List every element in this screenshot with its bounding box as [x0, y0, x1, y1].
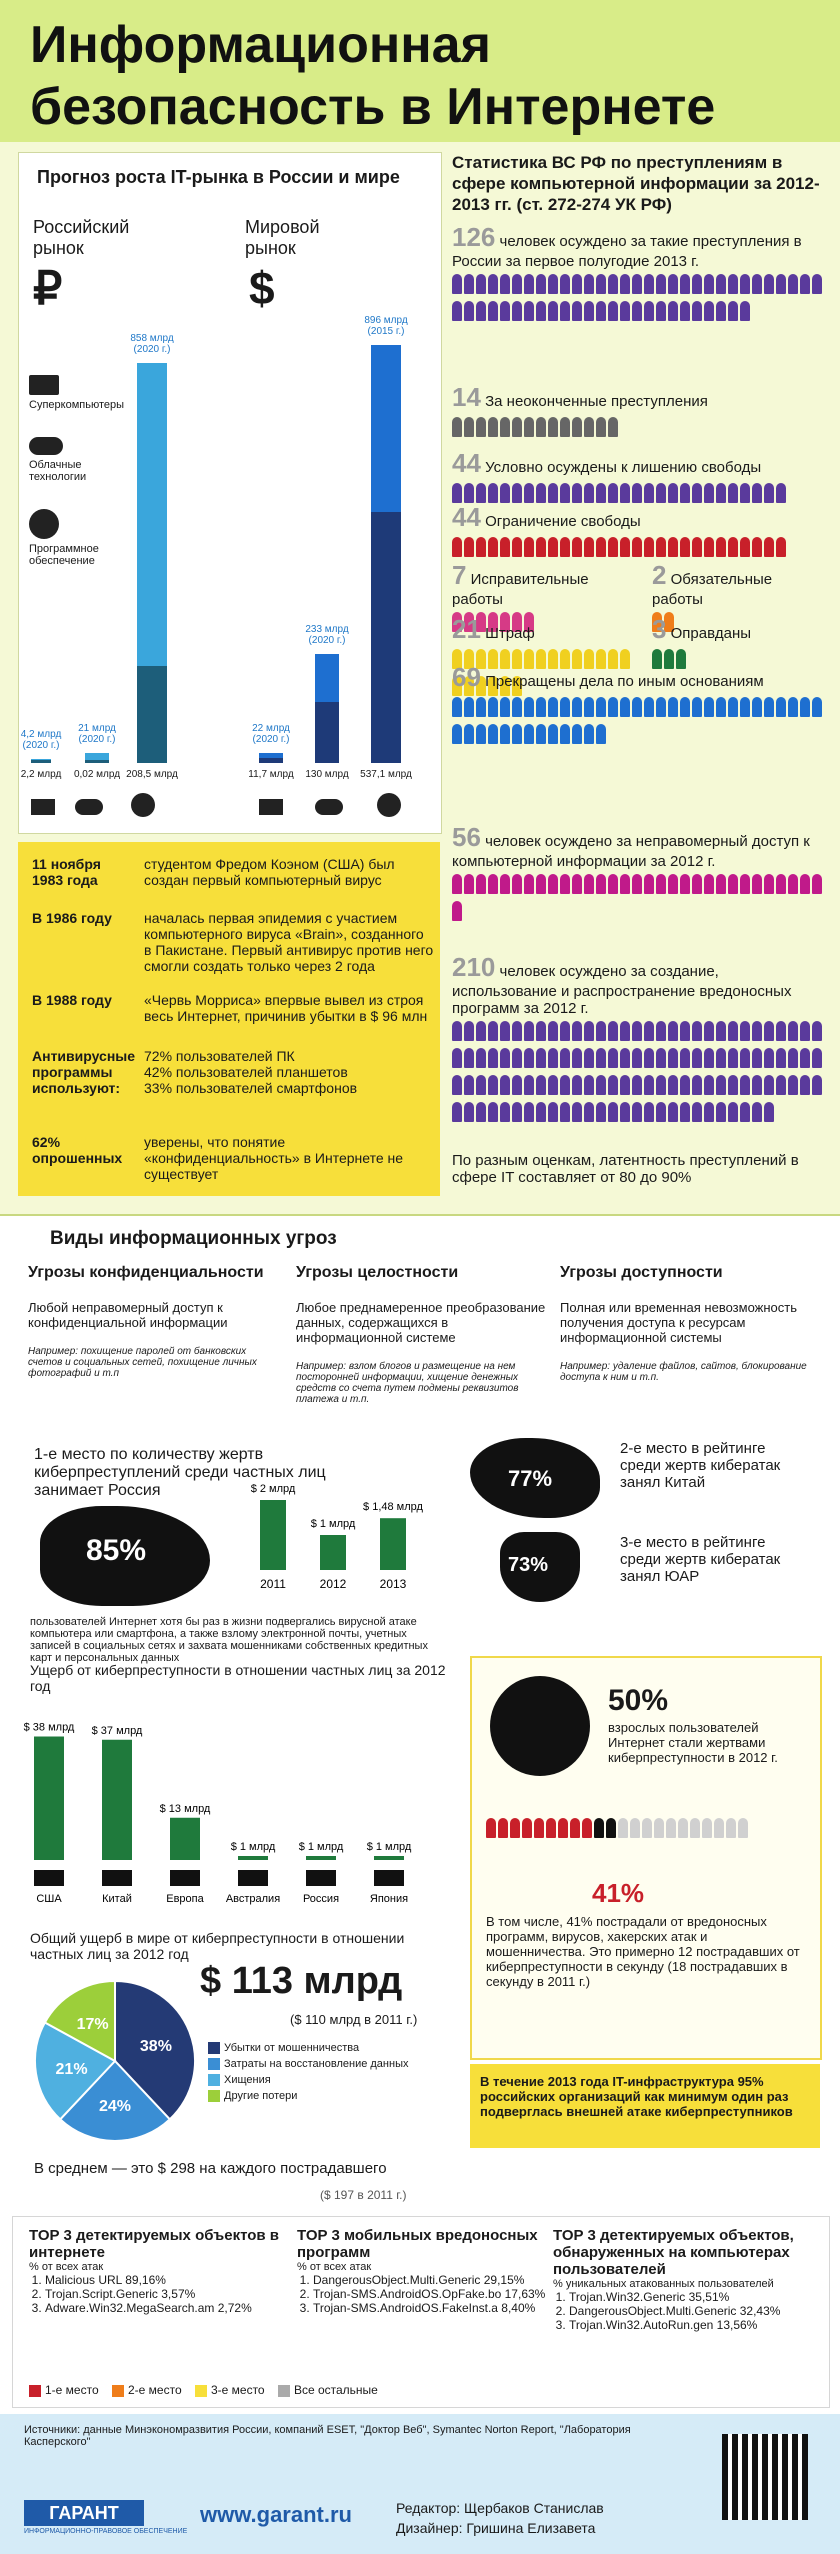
damage-bar	[170, 1818, 200, 1860]
market-panel	[18, 152, 442, 834]
damage-bar	[306, 1856, 336, 1860]
victims-pct2: 41%	[592, 1878, 645, 1908]
axis-icon-monitor-ru	[31, 799, 55, 815]
stat-text: Прекращены дела по иным основаниям	[480, 673, 764, 690]
russia-note: пользователей Интернет хотя бы раз в жизни подвергались вирусной атаке компьютера или смартфона, а также взлому электронной почты, учетных записей в социальных сетях и захвата мошенниками собственных кредитных карт и персональных данных	[30, 1616, 428, 1664]
top3-mobile: TOP 3 мобильных вредоносных программ % от всех атак 1. DangerousObject.Multi.Generic 29,15% 2. Trojan-SMS.AndroidOS.OpFake.bo 17,63% 3. Trojan-SMS.AndroidOS.FakeInst.a 8,40%	[297, 2227, 547, 2315]
current-bar	[315, 702, 339, 763]
legend-swatch	[208, 2042, 220, 2054]
country-map-icon	[238, 1870, 268, 1886]
person-icon	[714, 1818, 724, 1838]
stat-item	[452, 222, 824, 328]
top3-internet: TOP 3 детектируемых объектов в интернете % от всех атак 1. Malicious URL 89,16% 2. Trojan.Script.Generic 3,57% 3. Adware.Win32.MegaSearch.am 2,72%	[29, 2227, 279, 2315]
garant-logo: ГАРАНТ	[24, 2500, 144, 2526]
pie-legend-item	[208, 2058, 448, 2070]
current-bar	[371, 512, 401, 763]
person-icon	[738, 1818, 748, 1838]
sa-pct: 73%	[508, 1554, 549, 1576]
stat-item	[452, 822, 824, 928]
pie-legend-item	[208, 2090, 448, 2102]
person-icon	[522, 1818, 532, 1838]
people-icons	[452, 417, 824, 444]
stat-number: 44	[452, 502, 481, 532]
stat-item	[452, 448, 824, 510]
top3-computers: TOP 3 детектируемых объектов, обнаруженных на компьютерах пользователей % уникальных атакованных пользователей 1. Trojan.Win32.Generic 35,51% 2. DangerousObject.Multi.Generic 32,43% 3. Trojan.Win32.AutoRun.gen 13,56%	[553, 2227, 803, 2332]
world-damage-heading: Общий ущерб в мире от киберпреступности в отношении частных лиц за 2012 год	[30, 1930, 405, 1962]
legend-cloud: Облачные технологии	[29, 437, 139, 483]
designer: Дизайнер: Гришина Елизавета	[396, 2520, 596, 2536]
damage-country: Китай	[102, 1893, 132, 1905]
stat-text: За неоконченные преступления	[480, 393, 708, 410]
damage-value: $ 1 млрд	[298, 1841, 344, 1853]
stat-item	[452, 382, 824, 444]
person-icon	[618, 1818, 628, 1838]
threat-integrity: Угрозы целостности Любое преднамеренное преобразование данных, содержащихся в информационной системе Например: взлом блогов и размещение на нем посторонней информации, хищение денежных средств со счета путем подмены реквизитов платежа и т.п.	[296, 1264, 546, 1405]
pie-label: 17%	[76, 2016, 109, 2034]
legend-label: Хищения	[224, 2074, 271, 2087]
legend-label: Убытки от мошенничества	[224, 2042, 360, 2054]
forecast-label: 22 млрд (2020 г.)	[252, 722, 290, 745]
legend-swatch	[208, 2058, 220, 2070]
current-label: 0,02 млрд	[73, 769, 121, 780]
latency-note: По разным оценкам, латентность преступлений в сфере IT составляет от 80 до 90%	[452, 1152, 799, 1186]
damage-value: $ 37 млрд	[91, 1724, 143, 1737]
year-bar	[320, 1535, 346, 1570]
history-row: 62% опрошенных уверены, что понятие «конфиденциальность» в Интернете не существует	[32, 1134, 404, 1182]
damage-country: Европа	[166, 1893, 204, 1905]
person-icon	[606, 1818, 616, 1838]
victims-text: взрослых пользователей Интернет стали жертвами киберпреступности в 2012 г.	[608, 1720, 778, 1765]
stat-item	[452, 502, 824, 564]
stat-number: 3	[652, 614, 667, 644]
person-icon	[654, 1818, 664, 1838]
legend-label: Другие потери	[224, 2090, 298, 2103]
person-icon	[486, 1818, 496, 1838]
current-label: 130 млрд	[305, 769, 349, 780]
country-map-icon	[306, 1870, 336, 1886]
dollar-symbol: $	[249, 262, 275, 314]
people-icons	[452, 1021, 824, 1129]
globe-icon	[490, 1676, 590, 1776]
damage-country: США	[36, 1893, 62, 1905]
history-row: В 1986 году началась первая эпидемия с участием компьютерного вируса «Brain», созданного в Пакистане. Первый антивирус против него смогли создать только через 2 года	[32, 910, 434, 974]
stat-item	[452, 662, 824, 751]
page-title: Информационная безопасность в Интернете	[30, 16, 716, 136]
country-map-icon	[102, 1870, 132, 1886]
axis-icon-disc-world	[377, 793, 401, 817]
qr-code	[722, 2434, 808, 2520]
site-link[interactable]: www.garant.ru	[200, 2502, 352, 2527]
damage-bar-chart	[20, 1700, 440, 1920]
forecast-label: 896 млрд (2015 г.)	[364, 314, 408, 337]
legend-swatch	[208, 2090, 220, 2102]
stats-heading: Статистика ВС РФ по преступлениям в сфере компьютерной информации за 2012-2013 гг. (ст. 272-274 УК РФ)	[452, 153, 820, 214]
pie-label: 21%	[55, 2060, 88, 2078]
garant-subtitle: ИНФОРМАЦИОННО-ПРАВОВОЕ ОБЕСПЕЧЕНИЕ	[24, 2528, 188, 2535]
person-icon	[702, 1818, 712, 1838]
year-value: $ 1 млрд	[310, 1518, 356, 1530]
axis-icon-monitor-world	[259, 799, 283, 815]
stat-number: 69	[452, 662, 481, 692]
year-label: 2011	[260, 1577, 286, 1591]
damage-bar	[102, 1740, 132, 1860]
stat-number: 56	[452, 822, 481, 852]
damage-bar	[34, 1737, 64, 1861]
country-map-icon	[170, 1870, 200, 1886]
stat-number: 7	[452, 560, 467, 590]
places-legend: 1-е место 2-е место 3-е место Все остальные	[29, 2383, 378, 2397]
damage-bar	[374, 1856, 404, 1860]
stat-number: 2	[652, 560, 667, 590]
history-box	[18, 842, 440, 1196]
current-bar	[85, 760, 109, 763]
stat-text: человек осуждено за такие преступления в России за первое полугодие 2013 г.	[452, 233, 802, 270]
damage-bar	[238, 1856, 268, 1860]
china-pct: 77%	[508, 1466, 553, 1491]
stat-number: 14	[452, 382, 481, 412]
threats-heading: Виды информационных угроз	[50, 1228, 337, 1249]
russia-label: Российский рынок	[33, 217, 130, 258]
market-bar-chart	[19, 153, 441, 833]
person-icon	[570, 1818, 580, 1838]
ruble-symbol: ₽	[33, 262, 63, 314]
axis-icon-disc-ru	[131, 793, 155, 817]
person-icon	[546, 1818, 556, 1838]
current-label: 208,5 млрд	[126, 769, 178, 780]
person-icon	[642, 1818, 652, 1838]
people-icons	[452, 274, 824, 328]
stat-number: 21	[452, 614, 481, 644]
third-place-text: 3-е место в рейтинге среди жертв кибератак занял ЮАР	[620, 1534, 781, 1585]
world-label: Мировой рынок	[245, 217, 320, 258]
people-icons	[452, 697, 824, 751]
footer	[0, 2414, 840, 2554]
header	[0, 0, 840, 142]
year-value: $ 1,48 млрд	[363, 1501, 423, 1514]
legend-label: Затраты на восстановление данных	[224, 2058, 409, 2071]
avg-damage: В среднем — это $ 298 на каждого пострадавшего	[34, 2160, 387, 2177]
current-label: 537,1 млрд	[360, 769, 412, 780]
pie-legend-item	[208, 2042, 448, 2054]
person-icon	[666, 1818, 676, 1838]
victims-pct: 50%	[608, 1684, 669, 1717]
person-icon	[558, 1818, 568, 1838]
world-damage-prev: ($ 110 млрд в 2011 г.)	[290, 2012, 418, 2027]
pie-legend-item	[208, 2074, 448, 2086]
market-heading: Прогноз роста IT-рынка в России и мире	[37, 167, 400, 187]
person-icon	[594, 1818, 604, 1838]
person-icon	[498, 1818, 508, 1838]
pie-label: 38%	[139, 2037, 172, 2055]
damage-country: Россия	[302, 1893, 340, 1905]
person-icon	[726, 1818, 736, 1838]
person-icon	[534, 1818, 544, 1838]
forecast-label: 21 млрд (2020 г.)	[78, 723, 116, 746]
year-bar	[260, 1500, 286, 1570]
avg-damage-prev: ($ 197 в 2011 г.)	[320, 2188, 407, 2202]
damage-country: Япония	[369, 1893, 409, 1905]
year-label: 2013	[379, 1577, 407, 1591]
year-label: 2012	[319, 1577, 347, 1591]
current-bar	[31, 760, 51, 763]
pie-label: 24%	[98, 2098, 132, 2115]
current-label: 2,2 млрд	[20, 769, 62, 780]
threat-confidentiality: Угрозы конфиденциальности Любой неправомерный доступ к конфиденциальной информации Например: похищение паролей от банковских счетов и социальных сетей, похищение личных фотографий и т.п	[28, 1264, 264, 1379]
stat-text: Оправданы	[666, 625, 752, 642]
damage-heading: Ущерб от киберпреступности в отношении частных лиц за 2012 год	[30, 1662, 446, 1694]
stat-item	[452, 952, 824, 1129]
people-icons	[452, 874, 824, 928]
person-icon	[510, 1818, 520, 1838]
damage-value: $ 1 млрд	[230, 1841, 276, 1853]
victims-text2: В том числе, 41% пострадали от вредоносных программ, вирусов, хакерских атак и мошенничества. Это примерно 12 пострадавших от киберпреступности в секунду (18 пострадавших в секунду в 2011 г.)	[486, 1914, 800, 1989]
legend-swatch	[208, 2074, 220, 2086]
person-icon	[690, 1818, 700, 1838]
russia-pct: 85%	[86, 1534, 147, 1567]
editor: Редактор: Щербаков Станислав	[396, 2500, 604, 2516]
damage-pie-chart	[30, 1976, 200, 2146]
country-map-icon	[374, 1870, 404, 1886]
stat-text: Обязательные работы	[652, 571, 773, 608]
threats-section	[0, 1214, 840, 2416]
stat-number: 44	[452, 448, 481, 478]
history-row: Антивирусные программы используют: 72% пользователей ПК 42% пользователей планшетов 33% пользователей смартфонов	[32, 1048, 358, 1096]
current-label: 11,7 млрд	[248, 769, 294, 780]
current-bar	[137, 666, 167, 763]
axis-icon-cloud-ru	[75, 799, 103, 815]
threat-availability: Угрозы доступности Полная или временная невозможность получения доступа к ресурсам информационной системы Например: удаление файлов, сайтов, блокирование доступа к ним и т.п.	[560, 1264, 807, 1383]
stat-text: Ограничение свободы	[480, 513, 641, 530]
pie-legend	[208, 2042, 448, 2106]
person-icon	[582, 1818, 592, 1838]
year-bar	[380, 1518, 406, 1570]
stats-column	[452, 152, 824, 1202]
victims-box	[470, 1656, 822, 2060]
sources: Источники: данные Минэкономразвития России, компаний ESET, "Доктор Веб", Symantec Norton Report, "Лаборатория Касперского"	[24, 2424, 631, 2448]
country-map-icon	[34, 1870, 64, 1886]
it-note: В течение 2013 года IT-инфраструктура 95% российских организаций как минимум один раз подверглась внешней атаке киберпреступников	[470, 2064, 820, 2148]
axis-icon-cloud-world	[315, 799, 343, 815]
stat-number: 126	[452, 222, 496, 252]
world-damage-amount: $ 113 млрд	[200, 1960, 403, 2002]
stat-text: Условно осуждены к лишению свободы	[480, 459, 762, 476]
top3-section	[12, 2216, 830, 2408]
person-icon	[630, 1818, 640, 1838]
forecast-label: 4,2 млрд (2020 г.)	[20, 729, 62, 751]
forecast-label: 233 млрд (2020 г.)	[305, 624, 349, 647]
damage-value: $ 13 млрд	[159, 1802, 211, 1815]
stat-text: человек осуждено за неправомерный доступ к компьютерной информации за 2012 г.	[452, 833, 810, 870]
forecast-label: 858 млрд (2020 г.)	[130, 332, 174, 355]
stat-text: Штраф	[480, 625, 535, 642]
current-bar	[259, 758, 283, 763]
stat-text: Исправительные работы	[452, 571, 589, 608]
stat-number: 210	[452, 952, 496, 982]
damage-country: Австралия	[225, 1893, 281, 1905]
history-row: 11 ноября 1983 года студентом Фредом Коэном (США) был создан первый компьютерный вирус	[32, 856, 395, 888]
victims-people-icons	[486, 1818, 806, 1843]
stat-text: человек осуждено за создание, использование и распространение вредоносных программ за 2012 г.	[452, 963, 792, 1017]
history-row: В 1988 году «Червь Морриса» впервые вывел из строя весь Интернет, причинив убытки в $ 96 млн	[32, 992, 428, 1024]
legend-supercomputers: Суперкомпьютеры	[29, 375, 139, 411]
damage-value: $ 38 млрд	[23, 1721, 75, 1734]
first-place-text: 1-е место по количеству жертв киберпреступлений среди частных лиц занимает Россия	[34, 1446, 326, 1499]
second-place-text: 2-е место в рейтинге среди жертв кибератак занял Китай	[620, 1440, 781, 1491]
damage-value: $ 1 млрд	[366, 1841, 412, 1853]
years-bar-chart	[240, 1474, 440, 1604]
year-value: $ 2 млрд	[250, 1483, 296, 1495]
person-icon	[678, 1818, 688, 1838]
legend-software: Программное обеспечение	[29, 509, 139, 567]
